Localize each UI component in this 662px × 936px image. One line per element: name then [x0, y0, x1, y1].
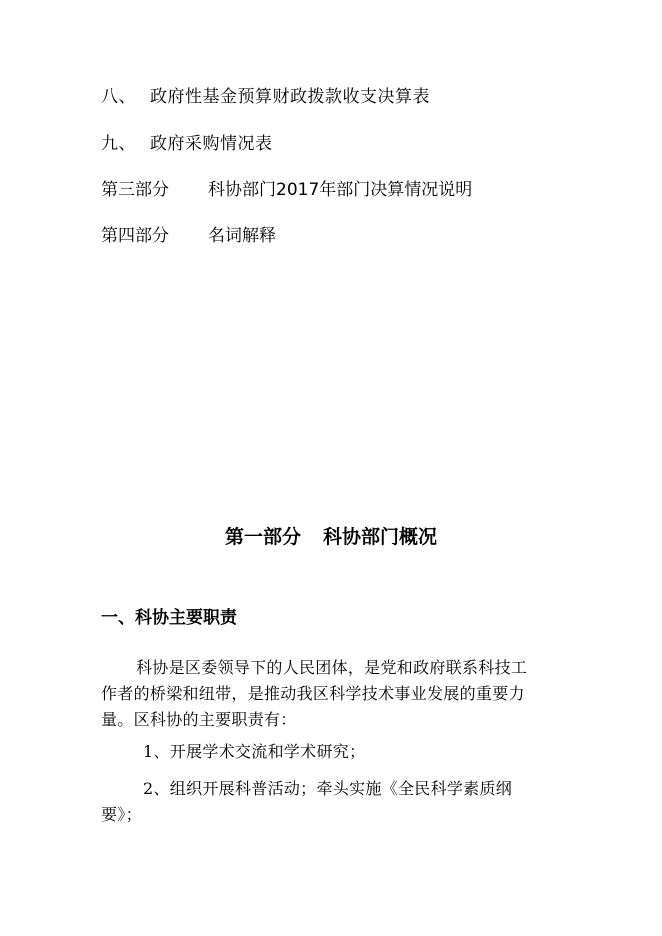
toc-part-text: 名词解释 [208, 226, 276, 246]
toc-item-8 [101, 86, 430, 108]
toc-item-text: 政府性基金预算财政拨款收支决算表 [150, 87, 430, 107]
toc-part-label: 第四部分 [101, 226, 169, 246]
paragraph-line: 量。区科协的主要职责有： [101, 710, 297, 729]
paragraph-line: 2、组织开展科普活动；牵头实施《全民科学素质纲 [143, 779, 513, 798]
chapter-title [0, 524, 662, 550]
duty-item-2 [101, 776, 561, 828]
toc-item-number: 九、 [101, 134, 136, 154]
paragraph-line: 作者的桥梁和纽带，是推动我区科学技术事业发展的重要力 [101, 684, 525, 703]
toc-part-3 [101, 179, 472, 201]
section-heading: 一、科协主要职责 [101, 608, 237, 628]
paragraph-line: 1、开展学术交流和学术研究； [143, 742, 366, 761]
toc-part-4 [101, 225, 276, 247]
toc-part-label: 第三部分 [101, 180, 169, 200]
toc-item-text: 政府采购情况表 [150, 134, 273, 154]
toc-item-9 [101, 133, 273, 155]
paragraph-line: 要》； [101, 805, 142, 824]
chapter-label: 第一部分 [224, 526, 301, 548]
duty-item-1 [101, 739, 561, 765]
toc-part-text: 科协部门2017年部门决算情况说明 [208, 180, 473, 200]
duty-intro-paragraph [101, 655, 561, 733]
toc-item-number: 八、 [101, 87, 136, 107]
paragraph-line: 科协是区委领导下的人民团体，是党和政府联系科技工 [136, 658, 528, 677]
chapter-name: 科协部门概况 [323, 526, 438, 548]
